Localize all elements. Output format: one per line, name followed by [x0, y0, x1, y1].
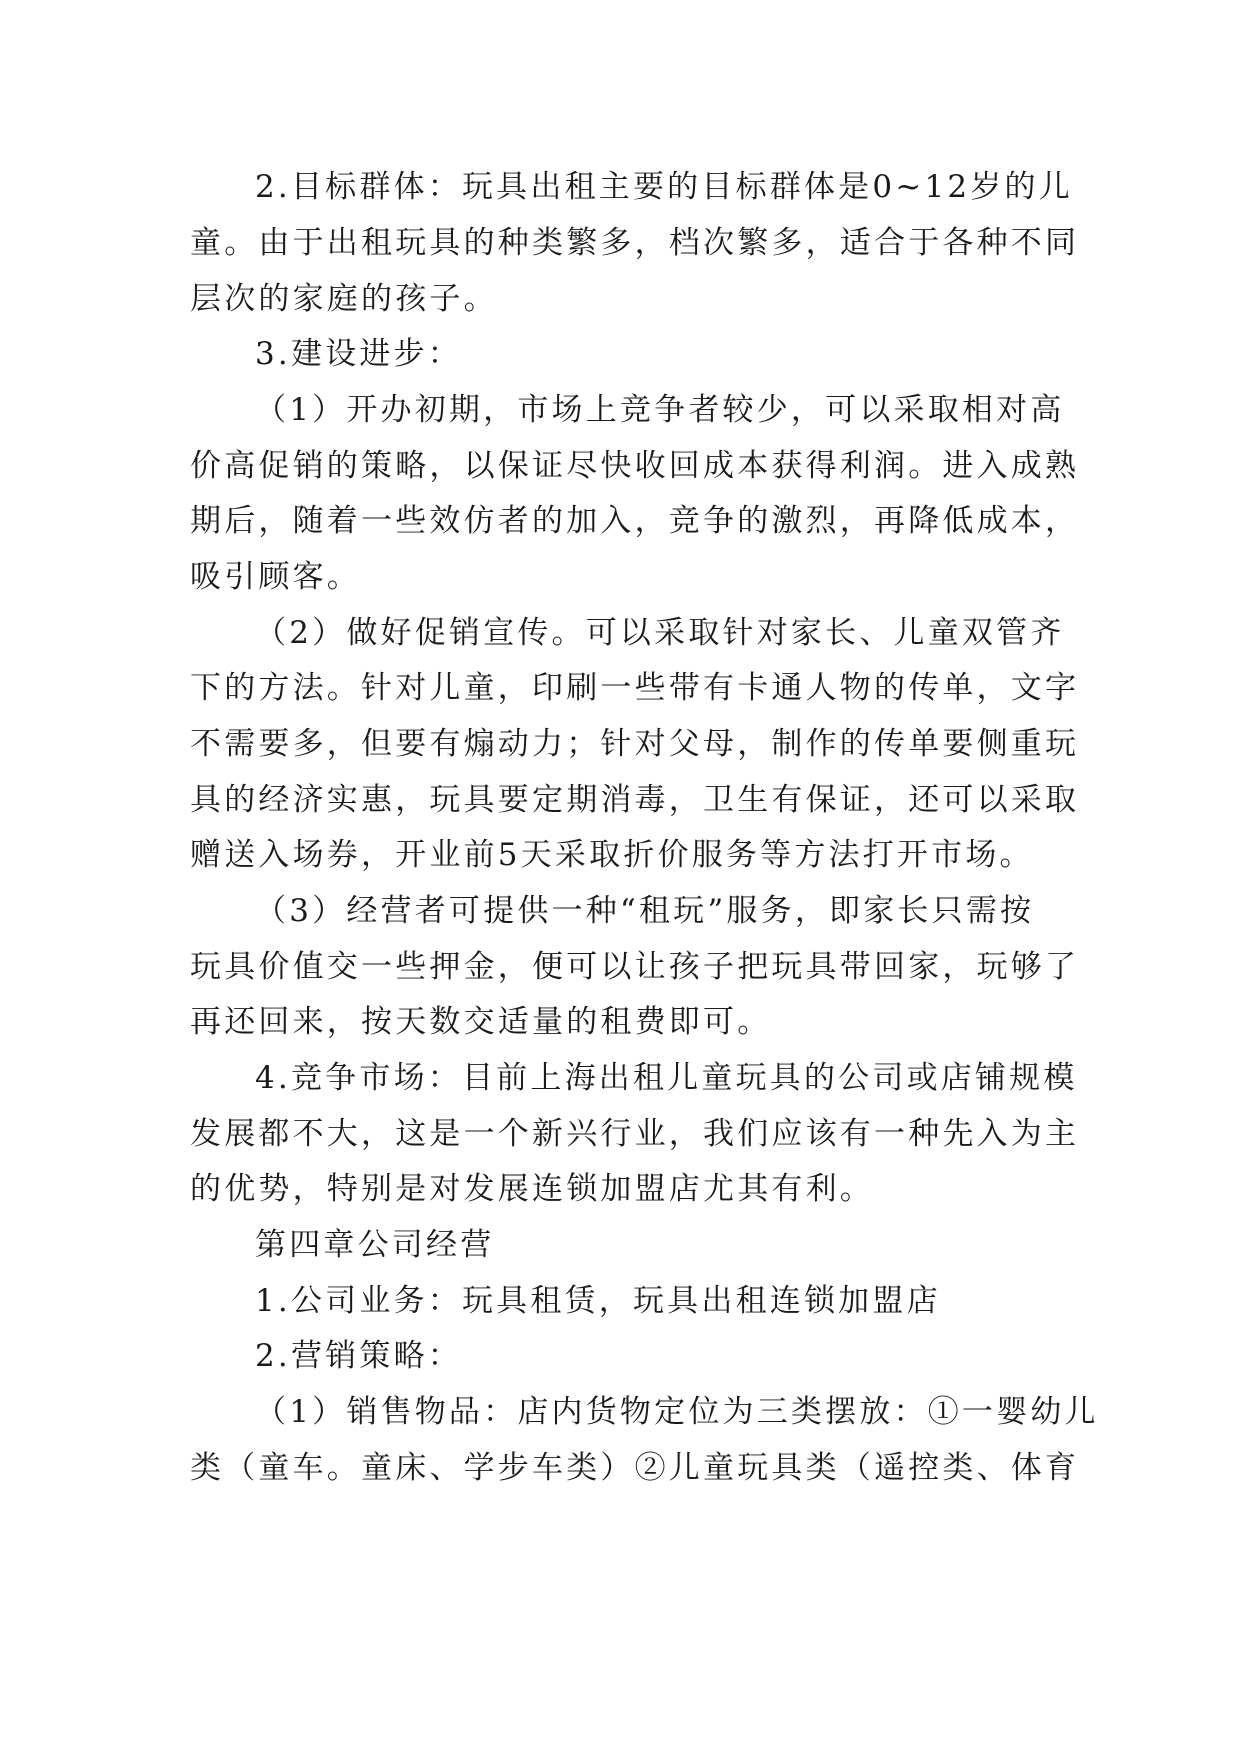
paragraph-line: 2.营销策略： — [255, 1338, 462, 1374]
paragraph-line: 再还回来，按天数交适量的租费即可。 — [190, 1004, 772, 1040]
paragraph-line: 下的方法。针对儿童，印刷一些带有卡通人物的传单，文字 — [190, 670, 1080, 706]
paragraph-line: 吸引顾客。 — [190, 559, 361, 595]
paragraph-line: 的优势，特别是对发展连锁加盟店尤其有利。 — [190, 1171, 874, 1207]
paragraph-line: 赠送入场券，开业前5天采取折价服务等方法打开市场。 — [190, 837, 1034, 873]
paragraph-line: （2）做好促销宣传。可以采取针对家长、儿童双管齐 — [255, 615, 1065, 651]
paragraph-line: 类（童车。童床、学步车类）②儿童玩具类（遥控类、体育 — [190, 1450, 1080, 1486]
paragraph-line: 发展都不大，这是一个新兴行业，我们应该有一种先入为主 — [190, 1116, 1080, 1152]
paragraph-line: 玩具价值交一些押金，便可以让孩子把玩具带回家，玩够了 — [190, 949, 1080, 985]
paragraph-line: 2.目标群体：玩具出租主要的目标群体是0~12岁的儿 — [255, 169, 1073, 205]
paragraph-line: （1）开办初期，市场上竞争者较少，可以采取相对高 — [255, 392, 1065, 428]
paragraph-line: （3）经营者可提供一种“租玩”服务，即家长只需按 — [255, 893, 1035, 929]
paragraph-line: 1.公司业务：玩具租赁，玩具出租连锁加盟店 — [255, 1283, 941, 1319]
paragraph-line: 不需要多，但要有煽动力；针对父母，制作的传单要侧重玩 — [190, 726, 1080, 762]
chapter-heading: 第四章公司经营 — [255, 1227, 495, 1263]
paragraph-line: 层次的家庭的孩子。 — [190, 281, 498, 317]
paragraph-line: 3.建设进步： — [255, 336, 462, 372]
paragraph-line: 4.竞争市场：目前上海出租儿童玩具的公司或店铺规模 — [255, 1060, 1078, 1096]
paragraph-line: （1）销售物品：店内货物定位为三类摆放：①一婴幼儿 — [255, 1394, 1099, 1430]
paragraph-line: 童。由于出租玩具的种类繁多，档次繁多，适合于各种不同 — [190, 225, 1080, 261]
paragraph-line: 价高促销的策略，以保证尽快收回成本获得利润。进入成熟 — [190, 448, 1080, 484]
paragraph-line: 具的经济实惠，玩具要定期消毒，卫生有保证，还可以采取 — [190, 782, 1080, 818]
paragraph-line: 期后，随着一些效仿者的加入，竞争的激烈，再降低成本， — [190, 503, 1080, 539]
